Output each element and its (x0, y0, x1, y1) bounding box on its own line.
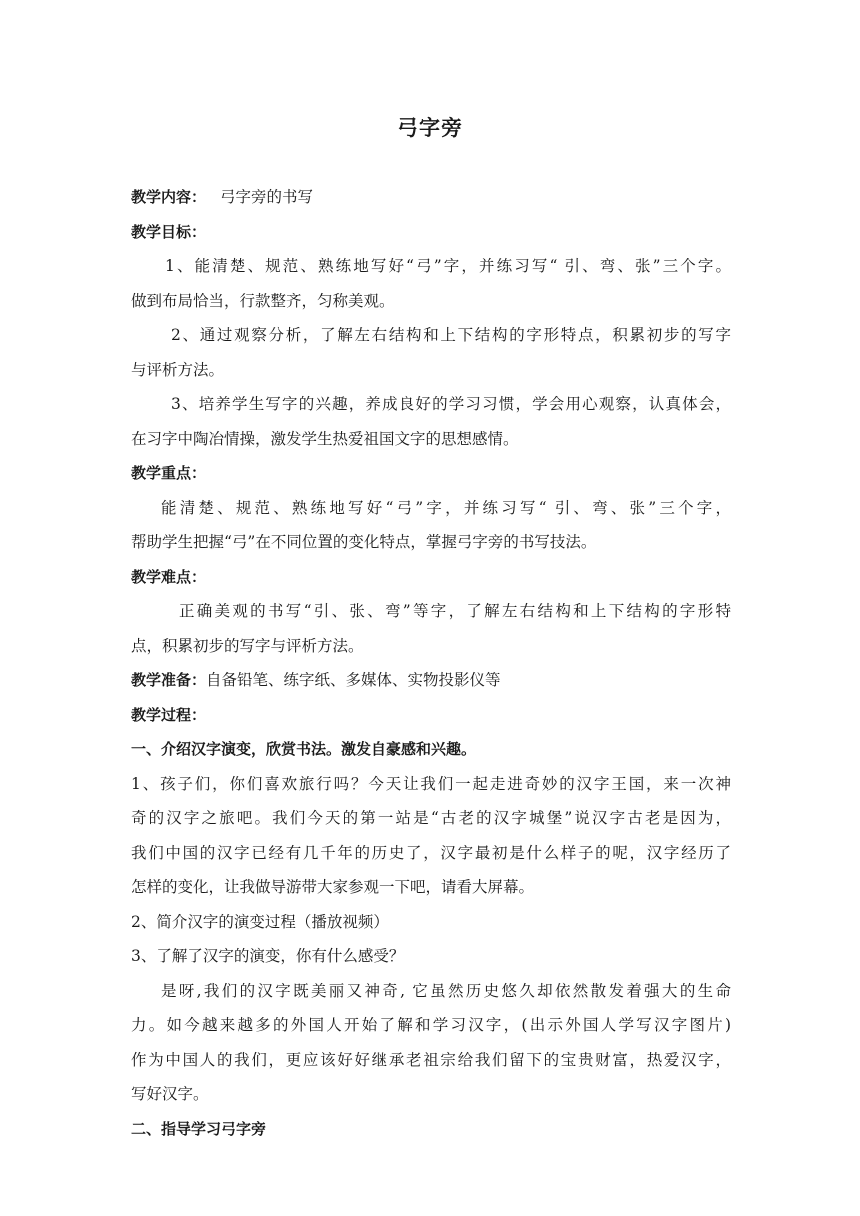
goal1-line2: 做到布局恰当，行款整齐，匀称美观。 (131, 291, 395, 310)
p4-line3: 作为中国人的我们，更应该好好继承老祖宗给我们留下的宝贵财富，热爱汉字， (131, 1050, 731, 1069)
prep-value: 自备铅笔、练字纸、多媒体、实物投影仪等 (206, 671, 501, 689)
p4-line4: 写好汉字。 (131, 1085, 209, 1103)
prep-row (131, 663, 731, 698)
p2-line: 2、简介汉字的演变过程（播放视频） (131, 912, 389, 931)
p1-line3: 我们中国的汉字已经有几千年的历史了，汉字最初是什么样子的呢，汉字经历了 (131, 843, 731, 862)
document-body (131, 180, 731, 1146)
key-line1: 能清楚、规范、熟练地写好“弓”字，并练习写“ 引、弯、张”三个字， (161, 498, 731, 517)
p1-line2: 奇的汉字之旅吧。我们今天的第一站是“古老的汉字城堡”说汉字古老是因为， (131, 809, 731, 827)
document-title: 弓字旁 (397, 116, 463, 140)
goal1-line1: 1、能清楚、规范、熟练地写好“弓”字，并练习写“ 引、弯、张”三个字。 (165, 257, 731, 275)
goal3-line1: 3、培养学生写字的兴趣，养成良好的学习习惯，学会用心观察，认真体会， (171, 395, 731, 413)
key-label: 教学重点： (131, 464, 207, 482)
p3-line: 3、了解了汉字的演变，你有什么感受？ (131, 947, 405, 965)
difficulty-line2: 点，积累初步的写字与评析方法。 (131, 636, 364, 655)
key-line2: 帮助学生把握“弓”在不同位置的变化特点，掌握弓字旁的书写技法。 (131, 533, 597, 551)
content-label: 教学内容： (131, 188, 207, 206)
difficulty-line1: 正确美观的书写“引、张、弯”等字，了解左右结构和上下结构的字形特 (179, 602, 731, 620)
goal2-line1: 2、通过观察分析，了解左右结构和上下结构的字形特点，积累初步的写字 (171, 326, 731, 344)
p1-line4: 怎样的变化，让我做导游带大家参观一下吧，请看大屏幕。 (131, 878, 535, 896)
prep-label: 教学准备： (131, 671, 207, 689)
p1-line1: 1、孩子们，你们喜欢旅行吗？今天让我们一起走进奇妙的汉字王国，来一次神 (131, 774, 731, 793)
section2-title: 二、指导学习弓字旁 (131, 1119, 267, 1138)
p4-line2: 力。如今越来越多的外国人开始了解和学习汉字，(出示外国人学写汉字图片) (131, 1016, 731, 1034)
p4-line1: 是呀,我们的汉字既美丽又神奇, 它虽然历史悠久却依然散发着强大的生命 (161, 981, 731, 1000)
process-label: 教学过程： (131, 705, 207, 724)
difficulty-label: 教学难点： (131, 567, 207, 586)
section1-title: 一、介绍汉字演变，欣赏书法。激发自豪感和兴趣。 (131, 740, 477, 758)
goal2-line2: 与评析方法。 (131, 360, 225, 379)
goal3-line2: 在习字中陶冶情操，激发学生热爱祖国文字的思想感情。 (131, 429, 519, 448)
content-value: 弓字旁的书写 (220, 188, 314, 206)
goals-label: 教学目标： (131, 222, 207, 241)
content-row (131, 180, 731, 215)
